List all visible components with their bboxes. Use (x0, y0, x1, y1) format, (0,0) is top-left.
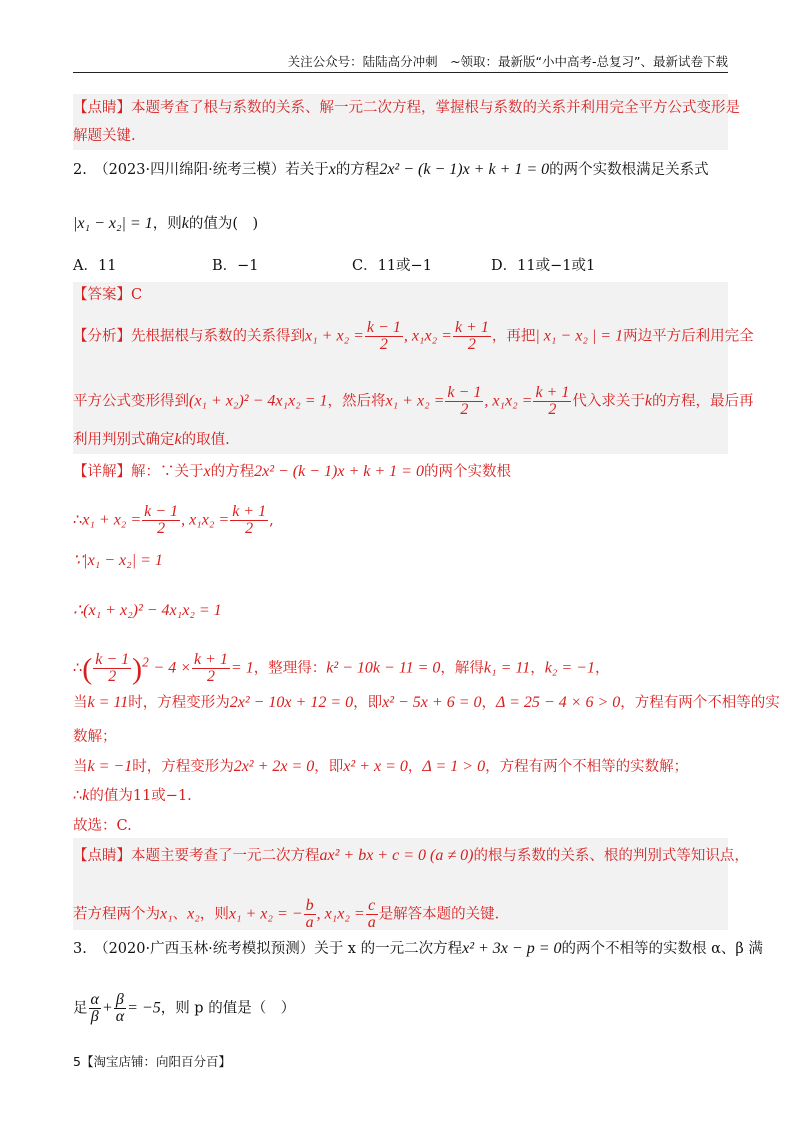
page-footer (73, 1052, 231, 1070)
q2-comment-line1: 【点睛】本题主要考查了一元二次方程ax² + bx + c = 0 (a ≠ 0)的根与系数的关系、根的判别式等知识点， (73, 847, 749, 864)
q3-stem-line2: 足 $\frac{\alpha}{\beta}$ + $\frac{\beta}{\alpha}$ = −5，则 p 的值是（ ） (73, 991, 296, 1025)
analysis-line3: 利用判别式确定k的取值. (73, 431, 230, 448)
detail-line4: ∴(x₁ + x₂)² − 4x₁x₂ = 1 (73, 602, 222, 619)
q2-stem-line1: 2. （2023·四川绵阳·统考三模）若关于x的方程2x² − (k − 1)x + k + 1 = 0的两个实数根满足关系式 (73, 161, 709, 178)
answer-line: 【答案】C (73, 287, 143, 303)
shop-name: 【淘宝店铺：向阳百分百】 (80, 1054, 231, 1069)
header-divider (73, 72, 728, 73)
solution-box (73, 282, 728, 454)
analysis-line2: 平方公式变形得到(x₁ + x₂)² − 4x₁x₂ = 1，然后将x₁ + x₂ = $\frac{k - 1}{2}$ , x₁x₂ = $\frac{k + 1}{2}$ 代入求关于k的方程，最后再 (73, 384, 754, 418)
q2-equation: 2x² − (k − 1)x + k + 1 = 0 (379, 161, 550, 178)
q2-option-d: D．11或−1或1 (491, 258, 596, 274)
detail-line5: ∴( $\frac{k - 1}{2}$ )$^2$ − 4 × $\frac{k + 1}{2}$ = 1，整理得：k² − 10k − 11 = 0，解得k₁ = 11，k₂ = −1， (73, 651, 610, 686)
page-header: 关注公众号：陆陆高分冲刺 ~领取：最新版“小中高考-总复习”、最新试卷下载 (287, 54, 728, 69)
detail-line10: 故选：C. (73, 818, 132, 834)
q2-condition: |x₁ − x₂| = 1 (73, 215, 153, 232)
prev-comment-line2: 解题关键. (73, 128, 136, 144)
detail-line1: 【详解】解：∵关于x的方程2x² − (k − 1)x + k + 1 = 0的两个实数根 (73, 463, 511, 480)
q3-stem-line1: 3. （2020·广西玉林·统考模拟预测）关于 x 的一元二次方程x² + 3x − p = 0的两个不相等的实数根 α、β 满 (73, 940, 763, 957)
detail-line9: ∴k的值为11或−1. (73, 787, 192, 804)
q2-option-a: A．11 (73, 258, 117, 274)
analysis-line1: 【分析】先根据根与系数的关系得到x₁ + x₂ = $\frac{k - 1}{2}$ , x₁x₂ = $\frac{k + 1}{2}$ ，再把| x₁ − x₂ | = 1两边平方后利用完全 (73, 319, 754, 353)
detail-line6: 当k = 11时，方程变形为2x² − 10x + 12 = 0，即x² − 5x + 6 = 0，Δ = 25 − 4 × 6 > 0，方程有两个不相等的实 (73, 694, 780, 711)
prev-comment-line1: 【点睛】本题考查了根与系数的关系、解一元二次方程，掌握根与系数的关系并利用完全平方公式变形是 (73, 100, 740, 116)
q2-stem-line2: |x₁ − x₂| = 1，则k的值为( ) (73, 215, 259, 232)
detail-line7: 数解； (73, 729, 117, 745)
q2-option-c: C．11或−1 (352, 258, 432, 274)
q2-option-b: B．−1 (212, 258, 259, 274)
page-number: 5 (73, 1054, 81, 1069)
detail-line3: ∵|x₁ − x₂| = 1 (73, 552, 163, 569)
q2-comment-line2: 若方程两个为x₁、x₂，则x₁ + x₂ = − $\frac{b}{a}$ , x₁x₂ = $\frac{c}{a}$ 是解答本题的关键. (73, 897, 500, 931)
detail-line2: ∴x₁ + x₂ = $\frac{k - 1}{2}$ , x₁x₂ = $\frac{k + 1}{2}$ , (73, 503, 274, 537)
detail-line8: 当k = −1时，方程变形为2x² + 2x = 0，即x² + x = 0，Δ = 1 > 0，方程有两个不相等的实数解； (73, 758, 689, 775)
